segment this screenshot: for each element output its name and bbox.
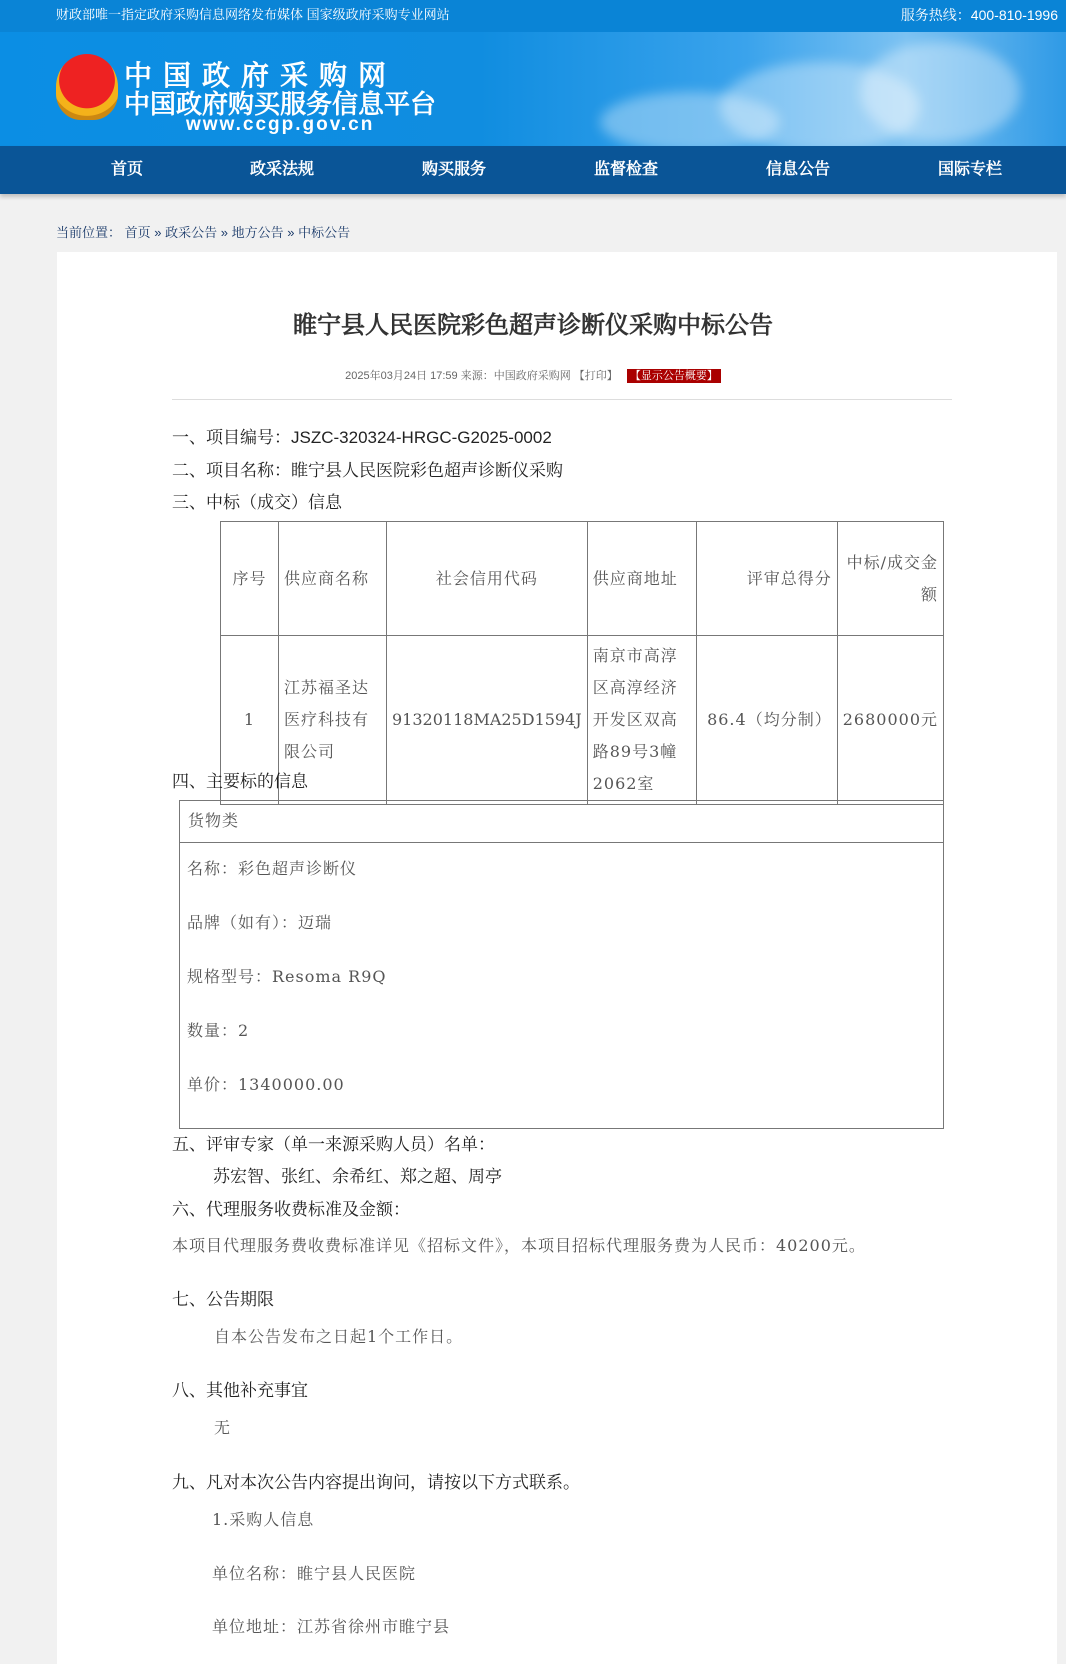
logo-title[interactable]: 中国政府采购网 (124, 60, 398, 91)
goods-model: 规格型号：Resoma R9Q (187, 967, 387, 986)
show-summary-button[interactable]: 【显示公告概要】 (627, 369, 721, 383)
purchaser-info-heading: 1.采购人信息 (212, 1510, 315, 1529)
divider (172, 399, 952, 400)
section-project-name: 二、项目名称：睢宁县人民医院彩色超声诊断仪采购 (172, 461, 563, 480)
agency-fee-text: 本项目代理服务费收费标准详见《招标文件》，本项目招标代理服务费为人民币：40200元。 (172, 1236, 866, 1255)
nav-home[interactable]: 首页 (111, 161, 144, 178)
nav-regulations[interactable]: 政采法规 (250, 161, 315, 178)
nav-international[interactable]: 国际专栏 (938, 161, 1003, 178)
page-title: 睢宁县人民医院彩色超声诊断仪采购中标公告 (293, 312, 773, 339)
section-main-items: 四、主要标的信息 (172, 772, 308, 791)
banner (0, 32, 1066, 146)
breadcrumb-announcements[interactable]: 政采公告 (165, 225, 218, 240)
breadcrumb-local[interactable]: 地方公告 (231, 225, 284, 240)
purchaser-name: 单位名称：睢宁县人民医院 (212, 1564, 417, 1583)
table-row: 1 江苏福圣达医疗科技有限公司 91320118MA25D1594J 南京市高淳区高淳经济开发区双高路89号3幢2062室 86.4（均分制） 2680000元 (221, 636, 944, 805)
award-table (220, 521, 944, 805)
period-text: 自本公告发布之日起1个工作日。 (214, 1327, 464, 1346)
section-project-number: 一、项目编号：JSZC-320324-HRGC-G2025-0002 (172, 428, 552, 447)
nav-announcements[interactable]: 信息公告 (766, 161, 831, 178)
logo-subtitle: 中国政府购买服务信息平台 (124, 89, 437, 119)
goods-category: 货物类 (180, 801, 943, 843)
nav-supervision[interactable]: 监督检查 (594, 161, 659, 178)
national-emblem-icon (56, 54, 118, 120)
experts-list: 苏宏智、张红、余希红、郑之超、周亭 (213, 1167, 502, 1186)
breadcrumb: 当前位置： 首页 » 政采公告 » 地方公告 » 中标公告 (56, 225, 351, 240)
nav-purchase-service[interactable]: 购买服务 (422, 161, 487, 178)
breadcrumb-award[interactable]: 中标公告 (298, 225, 351, 240)
other-text: 无 (214, 1418, 232, 1437)
section-award-info: 三、中标（成交）信息 (172, 493, 342, 512)
section-experts: 五、评审专家（单一来源采购人员）名单： (172, 1135, 495, 1154)
article-meta: 2025年03月24日 17:59 来源：中国政府采购网 【打印】 【显示公告概要】 (0, 367, 1066, 383)
top-bar (0, 0, 1066, 32)
hotline: 服务热线：400-810-1996 (900, 7, 1058, 23)
main-nav (0, 146, 1066, 194)
goods-unit-price: 单价：1340000.00 (187, 1075, 345, 1094)
section-contact: 九、凡对本次公告内容提出询问，请按以下方式联系。 (172, 1473, 580, 1492)
table-header-row: 序号 供应商名称 社会信用代码 供应商地址 评审总得分 中标/成交金额 (221, 522, 944, 636)
goods-quantity: 数量：2 (187, 1021, 250, 1040)
slogan: 财政部唯一指定政府采购信息网络发布媒体 国家级政府采购专业网站 (56, 7, 450, 22)
print-link[interactable]: 【打印】 (573, 370, 618, 382)
goods-name: 名称：彩色超声诊断仪 (187, 859, 358, 878)
section-agency-fee: 六、代理服务收费标准及金额： (172, 1200, 410, 1219)
purchaser-address: 单位地址：江苏省徐州市睢宁县 (212, 1617, 451, 1636)
section-period: 七、公告期限 (172, 1290, 274, 1309)
logo-url: www.ccgp.gov.cn (186, 114, 375, 135)
breadcrumb-home[interactable]: 首页 (124, 225, 151, 240)
goods-brand: 品牌（如有）：迈瑞 (187, 913, 333, 932)
section-other: 八、其他补充事宜 (172, 1381, 308, 1400)
